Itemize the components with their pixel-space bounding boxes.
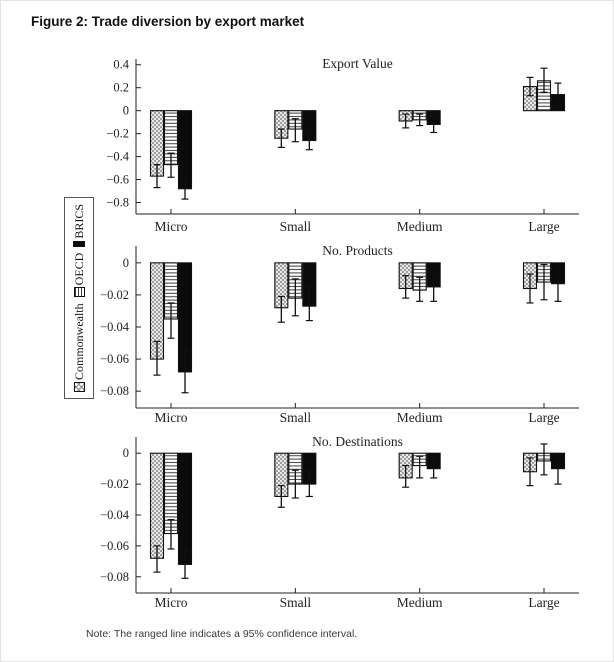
- panel-export-value: [89, 51, 594, 242]
- svg-text:Micro: Micro: [154, 219, 188, 234]
- figure-note: Note: The ranged line indicates a 95% confidence interval.: [86, 628, 358, 640]
- svg-text:Small: Small: [279, 410, 312, 425]
- svg-text:Micro: Micro: [154, 595, 188, 610]
- svg-text:Small: Small: [279, 219, 312, 234]
- svg-text:−0.08: −0.08: [100, 569, 129, 584]
- svg-text:−0.02: −0.02: [100, 287, 129, 302]
- svg-text:0: 0: [122, 103, 129, 118]
- svg-text:−0.6: −0.6: [106, 172, 129, 187]
- svg-text:−0.04: −0.04: [100, 508, 129, 522]
- svg-text:−0.4: −0.4: [106, 149, 129, 164]
- oecd-swatch-icon: [74, 287, 85, 297]
- svg-text:Small: Small: [279, 595, 312, 610]
- svg-text:−0.06: −0.06: [100, 352, 129, 367]
- panel-no-destinations: [89, 431, 594, 618]
- legend-label-commonwealth: Commonwealth: [71, 303, 86, 381]
- svg-text:−0.06: −0.06: [100, 538, 129, 553]
- svg-text:0: 0: [122, 255, 129, 270]
- svg-text:Micro: Micro: [154, 410, 188, 425]
- legend-item-commonwealth: [72, 303, 87, 392]
- figure-title: Figure 2: Trade diversion by export market: [31, 14, 305, 29]
- svg-text:Medium: Medium: [396, 410, 443, 425]
- svg-text:Large: Large: [528, 219, 560, 234]
- legend-label-oecd: OECD: [71, 252, 86, 286]
- panel-no-products: [89, 238, 594, 433]
- svg-text:Large: Large: [528, 410, 560, 425]
- svg-text:0.4: 0.4: [113, 57, 129, 72]
- legend-rotated-text: [69, 198, 89, 398]
- legend-item-oecd: [72, 253, 87, 298]
- svg-text:−0.08: −0.08: [100, 384, 129, 399]
- legend-label-brics: BRICS: [71, 203, 86, 239]
- svg-text:0: 0: [122, 446, 129, 461]
- svg-text:Medium: Medium: [396, 219, 443, 234]
- svg-text:Export Value: Export Value: [322, 56, 393, 71]
- svg-text:Large: Large: [528, 595, 560, 610]
- svg-text:−0.02: −0.02: [100, 477, 129, 492]
- svg-text:No. Destinations: No. Destinations: [312, 434, 403, 449]
- svg-text:−0.8: −0.8: [106, 195, 129, 210]
- legend-item-brics: [72, 204, 87, 247]
- svg-text:0.2: 0.2: [113, 80, 129, 95]
- svg-text:Medium: Medium: [396, 595, 443, 610]
- svg-text:−0.2: −0.2: [106, 126, 129, 141]
- commonwealth-swatch-icon: [74, 382, 85, 392]
- svg-text:−0.04: −0.04: [100, 320, 129, 334]
- svg-text:No. Products: No. Products: [322, 243, 393, 258]
- brics-swatch-icon: [73, 241, 85, 247]
